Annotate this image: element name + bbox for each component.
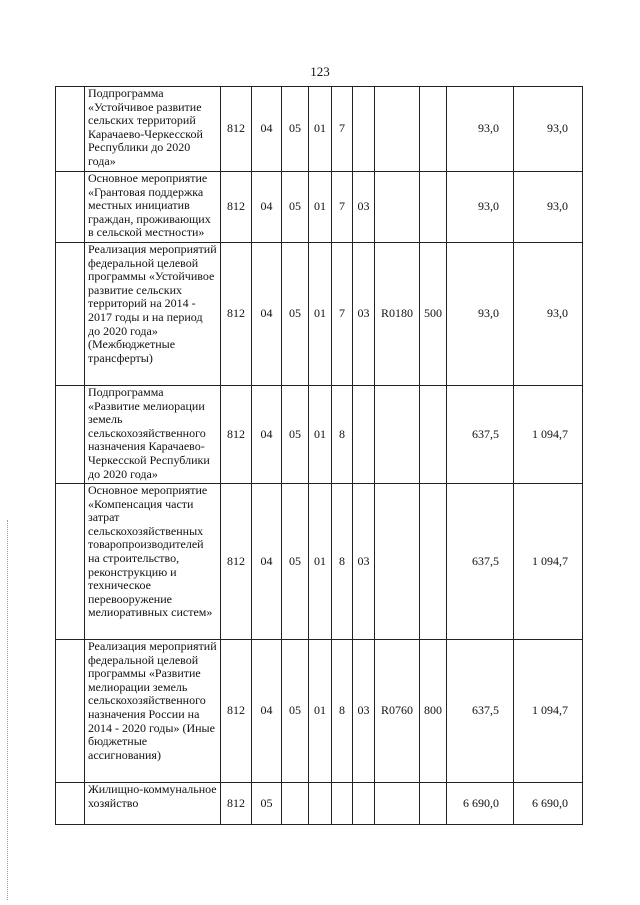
section-code-cell: 04 xyxy=(252,386,282,484)
row-index-cell xyxy=(56,783,85,825)
ministry-code-cell: 812 xyxy=(221,87,252,172)
activity-code-cell xyxy=(353,783,375,825)
amount-year2-cell: 93,0 xyxy=(514,172,583,243)
amount-year1-cell: 637,5 xyxy=(447,386,514,484)
row-index-cell xyxy=(56,484,85,640)
activity-code-cell xyxy=(353,386,375,484)
subsection-code-cell: 05 xyxy=(282,172,309,243)
program-code-cell: 01 xyxy=(309,386,332,484)
item-name-cell: Реализация мероприятий федеральной целевой программы «Устойчивое развитие сельских территорий на 2014 - 2017 годы и на период до 2020 года» (Межбюджетные трансферты) xyxy=(85,243,221,386)
row-index-cell xyxy=(56,172,85,243)
amount-year2-cell: 6 690,0 xyxy=(514,783,583,825)
subsection-code-cell: 05 xyxy=(282,484,309,640)
program-code-cell: 01 xyxy=(309,87,332,172)
ministry-code-cell: 812 xyxy=(221,243,252,386)
direction-code-cell xyxy=(375,783,420,825)
expense-type-cell xyxy=(420,484,447,640)
amount-year1-cell: 93,0 xyxy=(447,172,514,243)
program-code-cell: 01 xyxy=(309,243,332,386)
expense-type-cell xyxy=(420,87,447,172)
table-row xyxy=(56,386,583,484)
subprogram-code-cell: 8 xyxy=(332,386,353,484)
row-index-cell xyxy=(56,243,85,386)
margin-dotted-rule xyxy=(7,520,8,900)
table-row xyxy=(56,783,583,825)
direction-code-cell xyxy=(375,386,420,484)
activity-code-cell: 03 xyxy=(353,172,375,243)
table-row xyxy=(56,484,583,640)
subprogram-code-cell: 7 xyxy=(332,243,353,386)
expense-type-cell xyxy=(420,386,447,484)
expense-type-cell: 800 xyxy=(420,640,447,783)
item-name-cell: Подпрограмма «Устойчивое развитие сельских территорий Карачаево-Черкесской Республики до 2020 года» xyxy=(85,87,221,172)
ministry-code-cell: 812 xyxy=(221,484,252,640)
item-name-cell: Реализация мероприятий федеральной целевой программы «Развитие мелиорации земель сельскохозяйственного назначения России на 2014 - 2020 годы» (Иные бюджетные ассигнования) xyxy=(85,640,221,783)
item-name-cell: Жилищно-коммунальное хозяйство xyxy=(85,783,221,825)
section-code-cell: 04 xyxy=(252,484,282,640)
table-row xyxy=(56,243,583,386)
subsection-code-cell: 05 xyxy=(282,87,309,172)
budget-table xyxy=(55,86,583,825)
program-code-cell xyxy=(309,783,332,825)
subprogram-code-cell: 8 xyxy=(332,640,353,783)
ministry-code-cell: 812 xyxy=(221,172,252,243)
ministry-code-cell: 812 xyxy=(221,640,252,783)
amount-year1-cell: 6 690,0 xyxy=(447,783,514,825)
section-code-cell: 05 xyxy=(252,783,282,825)
amount-year1-cell: 637,5 xyxy=(447,640,514,783)
item-name-cell: Подпрограмма «Развитие мелиорации земель сельскохозяйственного назначения Карачаево-Черкесской Республики до 2020 года» xyxy=(85,386,221,484)
program-code-cell: 01 xyxy=(309,640,332,783)
direction-code-cell: R0760 xyxy=(375,640,420,783)
subprogram-code-cell: 7 xyxy=(332,172,353,243)
ministry-code-cell: 812 xyxy=(221,386,252,484)
amount-year1-cell: 637,5 xyxy=(447,484,514,640)
direction-code-cell: R0180 xyxy=(375,243,420,386)
expense-type-cell: 500 xyxy=(420,243,447,386)
amount-year2-cell: 1 094,7 xyxy=(514,640,583,783)
subsection-code-cell: 05 xyxy=(282,243,309,386)
activity-code-cell xyxy=(353,87,375,172)
expense-type-cell xyxy=(420,172,447,243)
direction-code-cell xyxy=(375,484,420,640)
activity-code-cell: 03 xyxy=(353,243,375,386)
amount-year2-cell: 93,0 xyxy=(514,243,583,386)
row-index-cell xyxy=(56,386,85,484)
subprogram-code-cell: 8 xyxy=(332,484,353,640)
item-name-cell: Основное мероприятие «Грантовая поддержка местных инициатив граждан, проживающих в сельской местности» xyxy=(85,172,221,243)
amount-year2-cell: 1 094,7 xyxy=(514,484,583,640)
row-index-cell xyxy=(56,640,85,783)
program-code-cell: 01 xyxy=(309,484,332,640)
activity-code-cell: 03 xyxy=(353,484,375,640)
direction-code-cell xyxy=(375,87,420,172)
table-row xyxy=(56,172,583,243)
section-code-cell: 04 xyxy=(252,640,282,783)
section-code-cell: 04 xyxy=(252,87,282,172)
ministry-code-cell: 812 xyxy=(221,783,252,825)
activity-code-cell: 03 xyxy=(353,640,375,783)
table-row xyxy=(56,640,583,783)
subsection-code-cell xyxy=(282,783,309,825)
amount-year2-cell: 1 094,7 xyxy=(514,386,583,484)
subsection-code-cell: 05 xyxy=(282,640,309,783)
row-index-cell xyxy=(56,87,85,172)
direction-code-cell xyxy=(375,172,420,243)
item-name-cell: Основное мероприятие «Компенсация части затрат сельскохозяйственных товаропроизводителей на строительство, реконструкцию и техническое перевооружение мелиоративных систем» xyxy=(85,484,221,640)
subprogram-code-cell xyxy=(332,783,353,825)
amount-year2-cell: 93,0 xyxy=(514,87,583,172)
section-code-cell: 04 xyxy=(252,172,282,243)
amount-year1-cell: 93,0 xyxy=(447,243,514,386)
subsection-code-cell: 05 xyxy=(282,386,309,484)
amount-year1-cell: 93,0 xyxy=(447,87,514,172)
program-code-cell: 01 xyxy=(309,172,332,243)
page-number: 123 xyxy=(310,64,330,79)
subprogram-code-cell: 7 xyxy=(332,87,353,172)
expense-type-cell xyxy=(420,783,447,825)
section-code-cell: 04 xyxy=(252,243,282,386)
table-row xyxy=(56,87,583,172)
